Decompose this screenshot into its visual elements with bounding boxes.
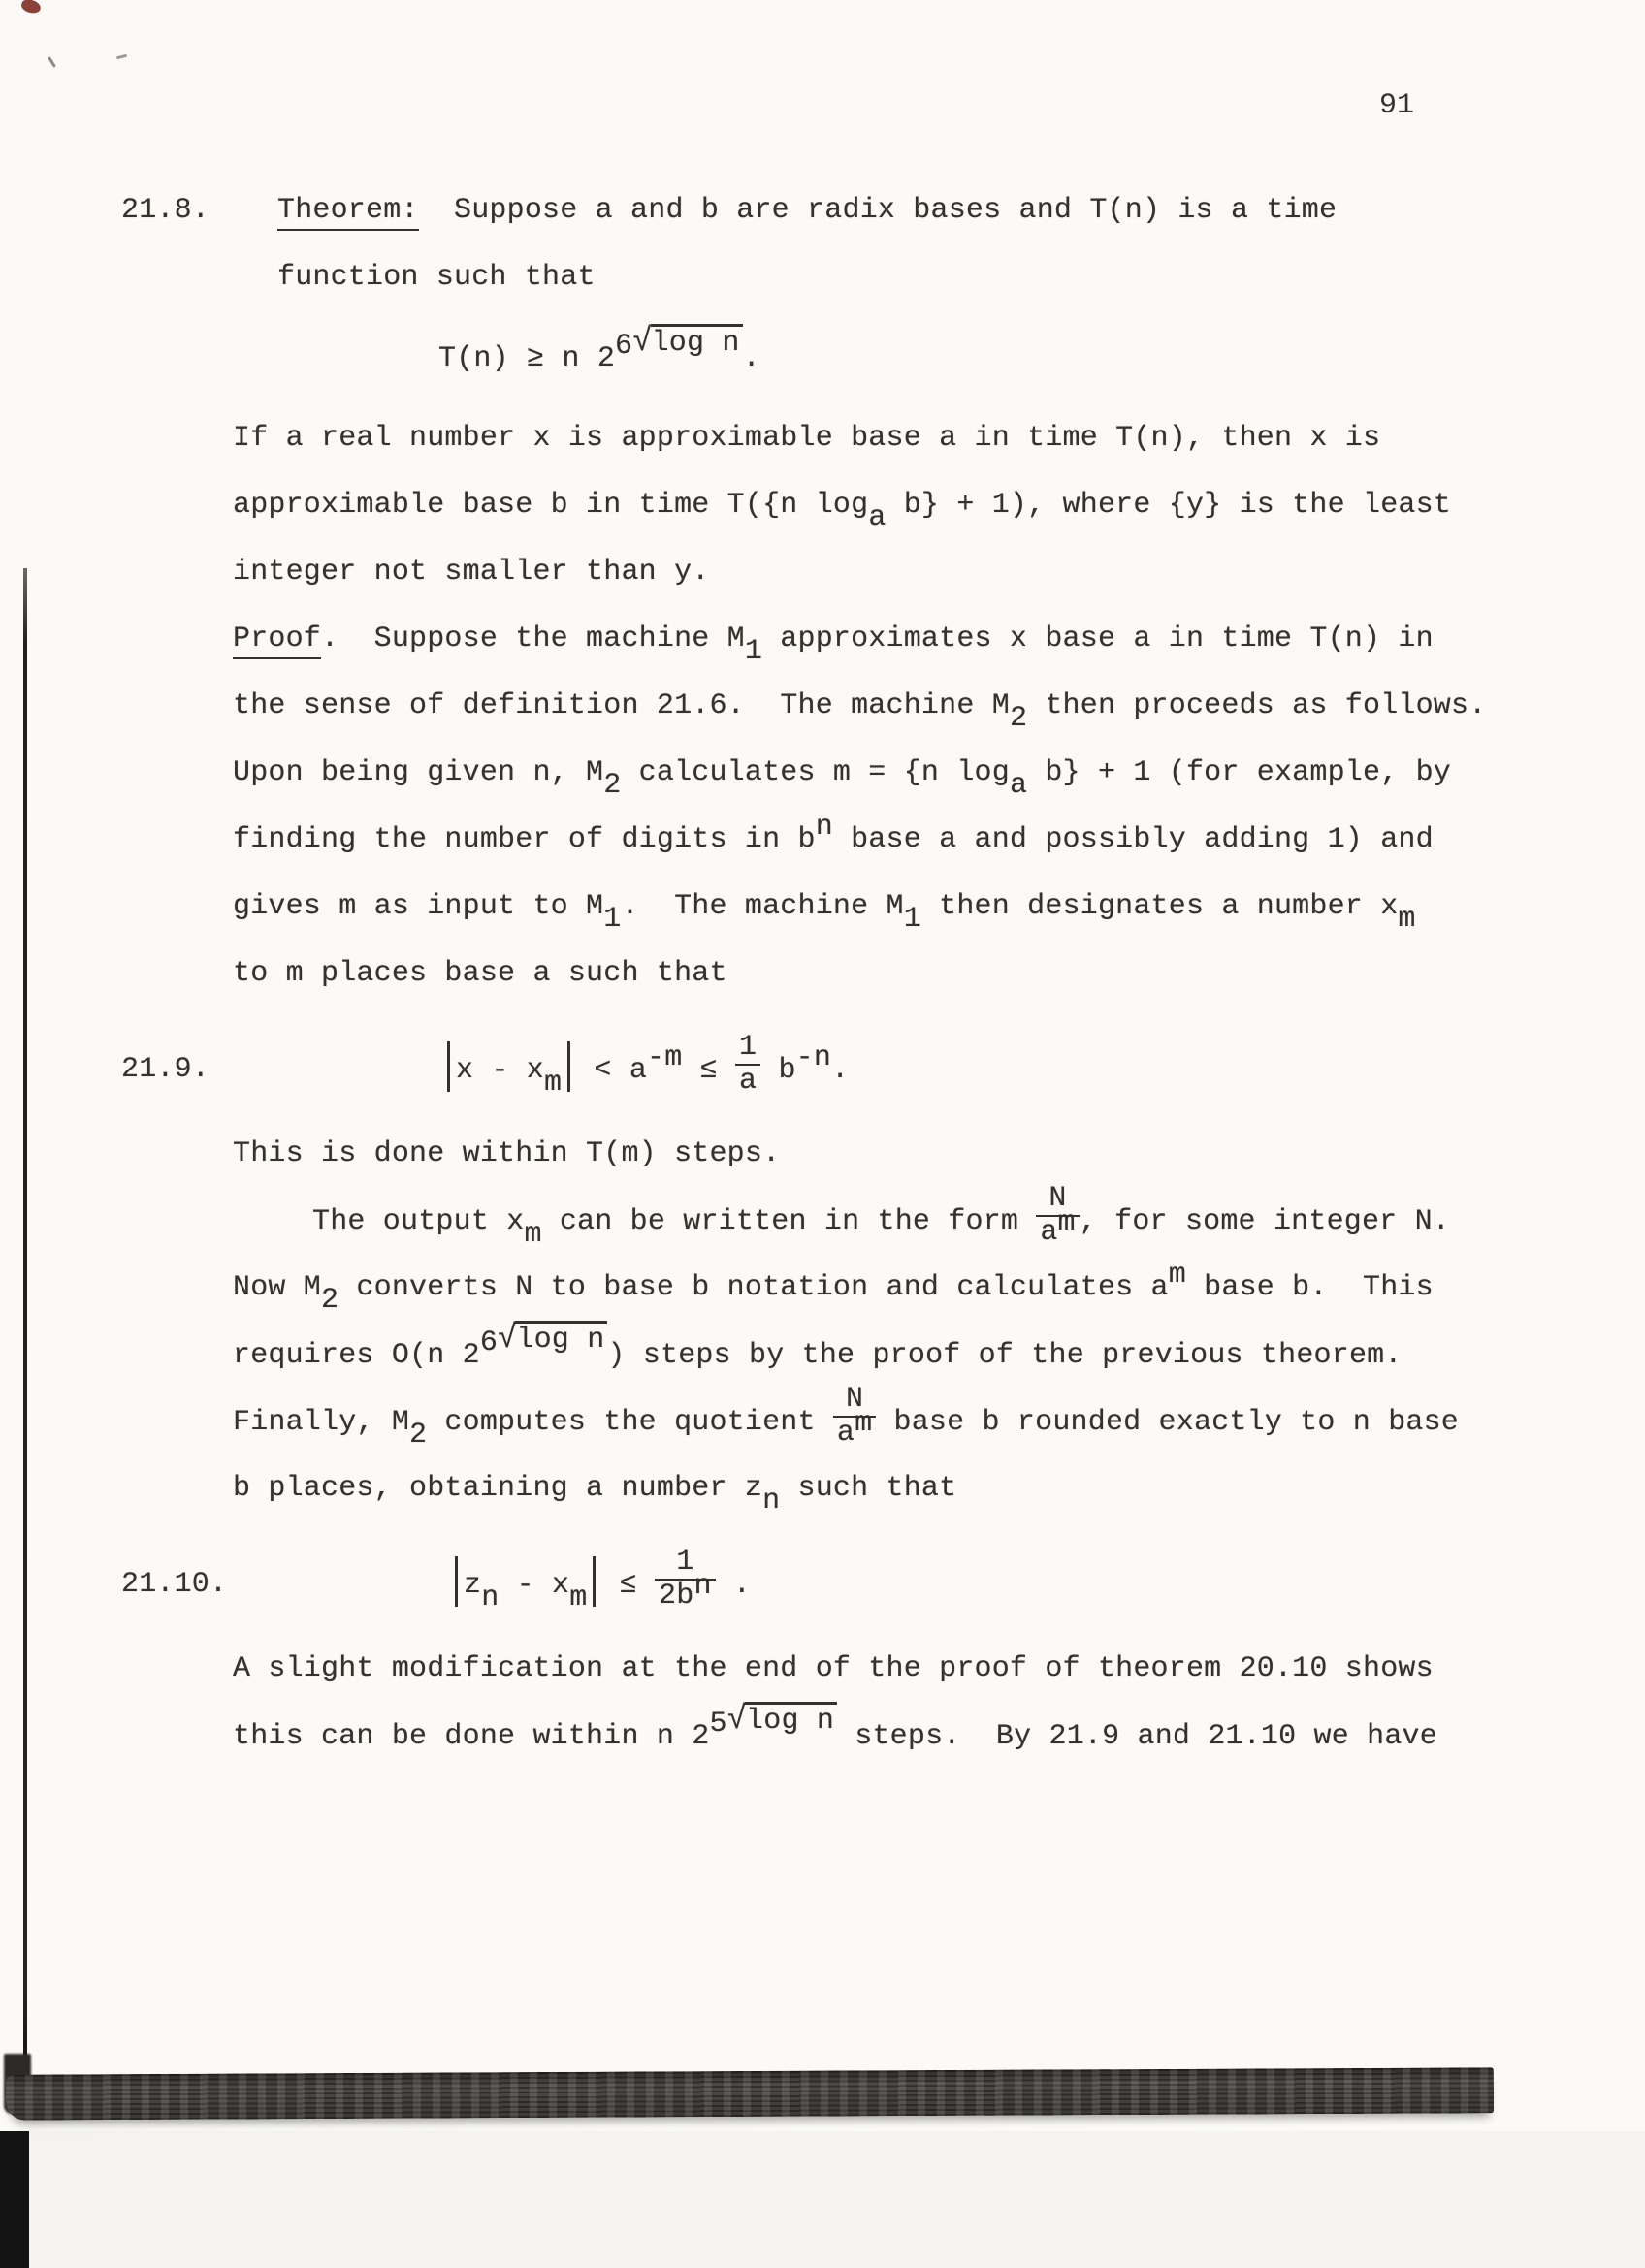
absolute-value-bar xyxy=(593,1556,596,1607)
text-run: base b. This xyxy=(1185,1271,1434,1304)
superscript: n xyxy=(815,811,833,845)
text-line xyxy=(0,1121,1645,1188)
text-line xyxy=(0,673,1645,740)
page-number: 91 xyxy=(1379,89,1415,122)
text-run: ) steps by the proof of the previous theorem. xyxy=(607,1339,1403,1372)
text-run: Suppose a and b are radix bases and T(n) is a time xyxy=(418,194,1338,227)
subscript: 1 xyxy=(903,902,921,936)
fraction-numerator: 1 xyxy=(739,1031,758,1064)
text-line xyxy=(0,539,1645,606)
fraction-numerator: N xyxy=(1048,1182,1067,1215)
text-run: , for some integer N. xyxy=(1079,1204,1450,1238)
text-run: this can be done within n 2 xyxy=(233,1720,710,1753)
text-run: . The machine M xyxy=(621,890,904,923)
text-run: < a xyxy=(576,1053,648,1087)
text-run: finding the number of digits in b xyxy=(233,823,816,856)
text-line xyxy=(0,1455,1645,1522)
text-run: b} + 1 (for example, by xyxy=(1027,756,1452,789)
text-line xyxy=(0,405,1645,472)
radical-argument: log n xyxy=(515,1321,607,1357)
fraction-numerator: 1 xyxy=(676,1546,694,1579)
text-run: z xyxy=(464,1568,482,1602)
fraction xyxy=(833,1384,876,1450)
text-run: - x xyxy=(499,1568,570,1602)
fraction xyxy=(655,1547,716,1613)
radical-sign: √ xyxy=(632,323,653,361)
text-run: then proceeds as follows. xyxy=(1027,689,1487,722)
text-run: Upon being given n, M xyxy=(233,756,604,789)
fraction xyxy=(735,1032,760,1098)
text-run: If a real number x is approximable base a in time T(n), then x is xyxy=(233,422,1381,455)
text-run: The output x xyxy=(312,1204,525,1238)
subscript: 2 xyxy=(603,768,622,802)
text-run: then designates a number x xyxy=(920,890,1399,923)
text-run: . Suppose the machine M xyxy=(321,623,745,655)
equation-line xyxy=(0,1546,1645,1618)
text-run: the sense of definition 21.6. The machine M xyxy=(233,689,1010,722)
text-run: Now M xyxy=(233,1271,322,1304)
sqrt-radical xyxy=(632,309,742,377)
text-run: Finally, M xyxy=(233,1405,410,1439)
subscript: 1 xyxy=(603,902,622,936)
fraction-denominator: am xyxy=(1036,1215,1079,1249)
radical-argument: log n xyxy=(651,324,743,360)
underlined-text: Theorem: xyxy=(277,194,419,231)
subscript: 2 xyxy=(321,1283,339,1317)
text-run: base a and possibly adding 1) and xyxy=(832,823,1434,856)
radical-argument: log n xyxy=(745,1702,837,1738)
text-run: . xyxy=(715,1568,752,1602)
text-line xyxy=(0,244,1645,311)
scan-bottom-band xyxy=(6,2067,1494,2120)
text-run: b} + 1), where {y} is the least xyxy=(886,489,1452,522)
text-run: computes the quotient xyxy=(427,1405,833,1439)
fraction-numerator: N xyxy=(846,1383,864,1416)
absolute-value-bar xyxy=(567,1041,570,1092)
text-run: approximates x base a in time T(n) in xyxy=(762,623,1434,655)
radical-sign: √ xyxy=(726,1701,748,1739)
text-line xyxy=(0,1703,1645,1770)
subscript: n xyxy=(762,1484,781,1517)
superscript: 6 xyxy=(615,330,633,364)
text-line xyxy=(0,1182,1645,1255)
text-run: A slight modification at the end of the proof of theorem 20.10 shows xyxy=(233,1652,1434,1685)
superscript: 5 xyxy=(709,1708,727,1741)
fraction-denominator: 2bn xyxy=(655,1579,716,1613)
text-run: ≤ xyxy=(682,1053,736,1087)
text-run: This is done within T(m) steps. xyxy=(233,1137,781,1170)
scan-page-edge-line xyxy=(23,568,27,2081)
subscript: m xyxy=(524,1217,542,1251)
text-run: . xyxy=(742,342,760,375)
text-run: ≤ xyxy=(601,1568,656,1602)
text-run: b places, obtaining a number z xyxy=(233,1472,763,1505)
fraction-denominator-superscript: m xyxy=(1057,1205,1076,1239)
sqrt-radical xyxy=(498,1306,607,1374)
text-line xyxy=(0,807,1645,874)
superscript: -n xyxy=(795,1041,832,1075)
subscript: a xyxy=(1009,768,1028,802)
text-line xyxy=(0,1255,1645,1322)
text-run: converts N to base b notation and calculates a xyxy=(339,1271,1169,1304)
fraction-denominator-superscript: m xyxy=(855,1406,873,1440)
text-line xyxy=(0,606,1645,673)
text-line xyxy=(0,177,1645,244)
text-run: integer not smaller than y. xyxy=(233,556,710,589)
superscript: m xyxy=(1168,1259,1186,1293)
absolute-value-bar xyxy=(455,1556,458,1607)
text-run: such that xyxy=(780,1472,957,1505)
subscript: m xyxy=(569,1581,588,1614)
text-line xyxy=(0,874,1645,941)
text-run: approximable base b in time T({n log xyxy=(233,489,869,522)
text-line xyxy=(0,941,1645,1007)
fraction-denominator: am xyxy=(833,1416,876,1450)
equation-line xyxy=(0,1031,1645,1103)
text-line xyxy=(0,1322,1645,1389)
section-label: 21.9. xyxy=(121,1053,210,1086)
superscript: 6 xyxy=(479,1326,499,1360)
fraction-denominator: a xyxy=(735,1064,760,1098)
text-run: . xyxy=(831,1053,850,1087)
text-run: requires O(n 2 xyxy=(233,1339,480,1372)
subscript: 1 xyxy=(744,634,763,668)
text-line xyxy=(0,1383,1645,1455)
text-line xyxy=(0,472,1645,539)
scan-bottom-margin xyxy=(0,2131,1645,2268)
text-run: base b rounded exactly to n base xyxy=(876,1405,1460,1439)
radical-sign: √ xyxy=(498,1320,518,1358)
fraction-denominator-superscript: n xyxy=(693,1569,712,1603)
subscript: n xyxy=(481,1581,500,1614)
subscript: a xyxy=(868,500,887,534)
text-run: function such that xyxy=(277,261,596,294)
equation-line xyxy=(0,325,1645,392)
section-label: 21.10. xyxy=(121,1568,228,1601)
superscript: -m xyxy=(647,1041,683,1075)
text-run: x - x xyxy=(456,1053,545,1087)
text-run: steps. By 21.9 and 21.10 we have xyxy=(837,1720,1437,1753)
fraction xyxy=(1036,1183,1079,1249)
underlined-text: Proof xyxy=(233,623,321,659)
section-label: 21.8. xyxy=(121,194,210,227)
text-run: calculates m = {n log xyxy=(621,756,1010,789)
absolute-value-bar xyxy=(447,1041,450,1092)
subscript: m xyxy=(1398,902,1416,936)
scan-corner-black-block xyxy=(0,2131,29,2268)
subscript: 2 xyxy=(409,1418,428,1452)
subscript: 2 xyxy=(1009,701,1028,735)
text-run: to m places base a such that xyxy=(233,957,727,990)
subscript: m xyxy=(544,1066,563,1100)
sqrt-radical xyxy=(727,1687,837,1755)
text-run: b xyxy=(760,1053,796,1087)
text-run: gives m as input to M xyxy=(233,890,604,923)
text-run: can be written in the form xyxy=(541,1204,1037,1238)
text-run: T(n) ≥ n 2 xyxy=(438,342,616,375)
